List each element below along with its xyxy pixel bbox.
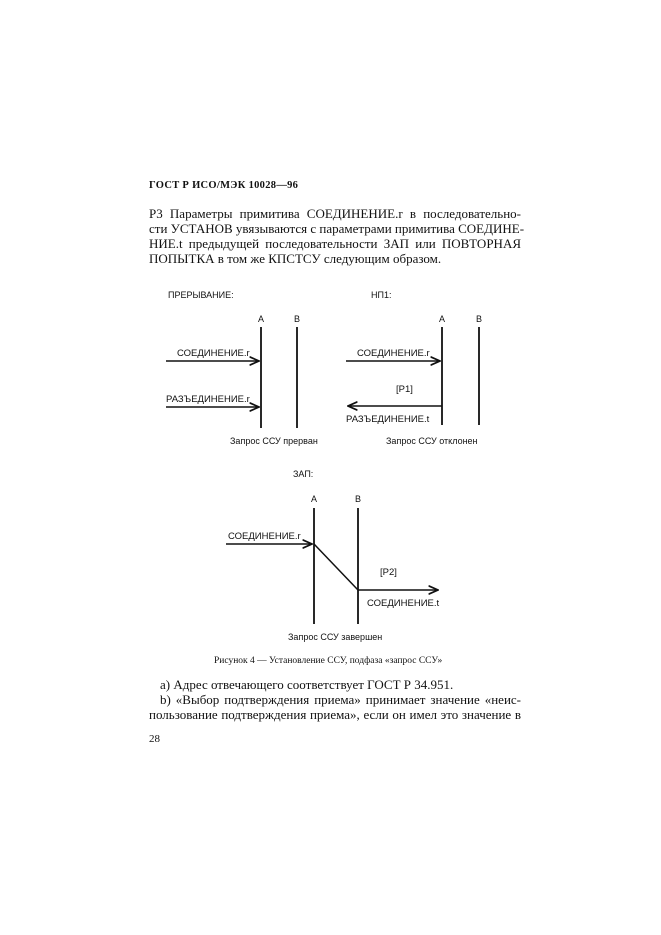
figure-caption: Рисунок 4 — Установление ССУ, подфаза «запрос ССУ» [214, 656, 443, 666]
column-a-label: A [311, 494, 318, 504]
column-a-label: A [439, 314, 446, 324]
parameter-p2: [P2] [380, 567, 397, 578]
diagram-abort-result: Запрос ССУ прерван [230, 436, 318, 446]
arrow-label-connect-r: СОЕДИНЕНИЕ.r [357, 348, 430, 359]
parameter-p1: [P1] [396, 384, 413, 395]
diagram-zap-title: ЗАП: [293, 469, 314, 479]
paragraph-line: Р3 Параметры примитива СОЕДИНЕНИЕ.r в последовательно- [149, 206, 521, 221]
page-number: 28 [149, 733, 160, 745]
list-item-a: а) Адрес отвечающего соответствует ГОСТ Р 34.951. [160, 677, 454, 692]
arrow-label-disconnect-t: РАЗЪЕДИНЕНИЕ.t [346, 414, 430, 425]
diagram-zap [226, 469, 440, 642]
arrow-label-connect-r: СОЕДИНЕНИЕ.r [228, 531, 301, 542]
column-b-label: B [355, 494, 362, 504]
list-item-b-continued: пользование подтверждения приема», если он имел это значение в [149, 707, 521, 722]
diagram-abort-title: ПРЕРЫВАНИЕ: [168, 290, 234, 300]
arrow-label-connect-t: СОЕДИНЕНИЕ.t [367, 598, 440, 609]
diagram-np1-result: Запрос ССУ отклонен [386, 436, 478, 446]
column-b-label: B [294, 314, 301, 324]
column-a-label: A [258, 314, 265, 324]
document-header: ГОСТ Р ИСО/МЭК 10028—96 [149, 180, 299, 191]
paragraph-line: сти УСТАНОВ увязываются с параметрами примитива СОЕДИНЕ- [149, 221, 525, 236]
diagram-zap-result: Запрос ССУ завершен [288, 632, 383, 642]
list-item-b: b) «Выбор подтверждения приема» принимает значение «неис- [160, 692, 521, 707]
arrow-label-connect-r: СОЕДИНЕНИЕ.r [177, 348, 250, 359]
diagram-abort [166, 290, 318, 446]
transfer-line [314, 544, 358, 590]
diagram-np1-title: НП1: [371, 290, 392, 300]
column-b-label: B [476, 314, 483, 324]
diagram-np1 [346, 290, 482, 446]
paragraph-line: НИЕ.t предыдущей последовательности ЗАП или ПОВТОРНАЯ [149, 236, 521, 251]
arrow-label-disconnect-r: РАЗЪЕДИНЕНИЕ.r [166, 394, 250, 405]
paragraph-line: ПОПЫТКА в том же КПСТСУ следующим образом. [149, 251, 442, 266]
